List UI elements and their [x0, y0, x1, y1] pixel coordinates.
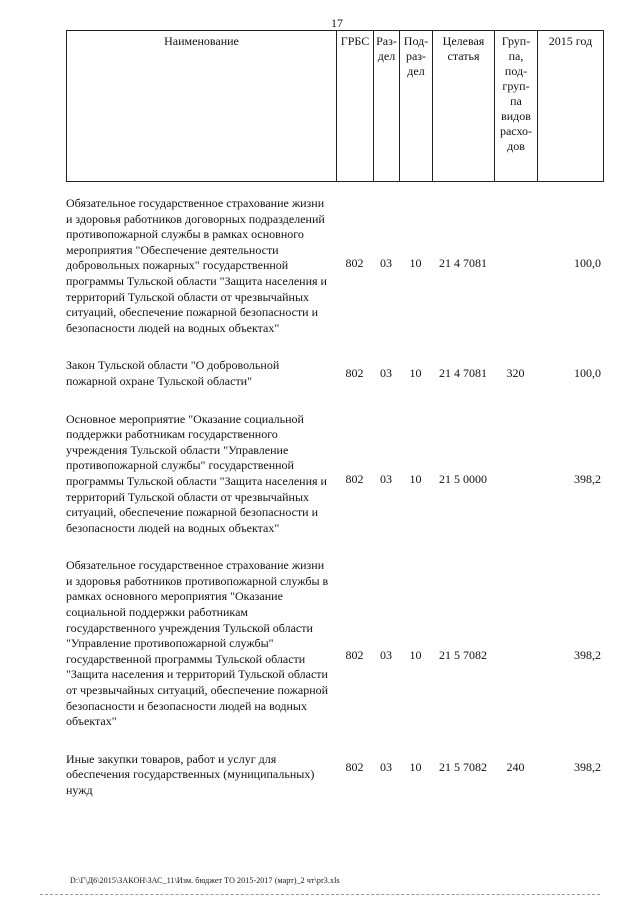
- budget-table-body: [66, 196, 603, 799]
- column-header-expense-group: Груп- па, под- груп- па видов расхо- дов: [495, 31, 538, 182]
- row-amount: 398,2: [574, 759, 601, 774]
- row-razdel: 03: [380, 256, 392, 270]
- row-gap: [66, 336, 603, 358]
- row-podrazdel: 10: [409, 256, 422, 270]
- row-target-article: 21 4 7081: [439, 256, 487, 270]
- row-podrazdel: 10: [409, 759, 422, 774]
- column-header-grbs: ГРБС: [337, 31, 374, 182]
- row-grbs: 802: [345, 471, 364, 486]
- row-razdel: 03: [380, 648, 392, 663]
- row-amount: 398,2: [574, 648, 601, 663]
- row-name: Иные закупки товаров, работ и услуг для обеспечения государственных (муниципальных) нужд: [66, 751, 315, 797]
- row-gap: [66, 536, 603, 558]
- row-razdel: 03: [380, 366, 392, 381]
- row-name: Закон Тульской области "О добровольной пожарной охране Тульской области": [66, 358, 280, 388]
- row-target-article: 21 5 0000: [439, 471, 487, 486]
- row-gap: [66, 730, 603, 752]
- row-grbs: 802: [345, 366, 364, 381]
- row-gap-cell: [66, 336, 603, 358]
- column-header-podrazdel: Под- раз- дел: [400, 31, 433, 182]
- table-header: [66, 30, 604, 182]
- row-name: Обязательное государственное страхование жизни и здоровья работников договорных подразделений противопожарной службы в рамках основного мероприятия "Обеспечение деятельности добровольных пожарных" государственной программы Тульской области "Защита населения и территорий Тульской области от чрезвычайных ситуаций, обеспечение пожарной безопасности и безопасности людей на водных объектах": [66, 196, 327, 335]
- row-name: Основное мероприятие "Оказание социальной поддержки работникам государственного учреждения Тульской области "Управление противопожарной службы" государственной программы Тульской области "Защита населения и территорий Тульской области от чрезвычайных ситуаций, обеспечение пожарной безопасности и безопасности людей на водных объектах": [66, 411, 327, 535]
- row-grbs: 802: [345, 256, 364, 270]
- row-podrazdel: 10: [409, 471, 422, 486]
- page-number: 17: [331, 16, 343, 30]
- row-grbs: 802: [345, 759, 364, 774]
- column-header-target-article: Целевая статья: [433, 31, 495, 182]
- footer-file-path: D:\Г\Д6\2015\ЗАКОН\ЗАС_11\Изм. бюджет ТО 2015-2017 (март)_2 чт\pr3.xls: [70, 876, 340, 885]
- row-expense-group: 240: [506, 759, 525, 774]
- row-expense-group: [494, 196, 537, 336]
- row-expense-group: [494, 558, 537, 730]
- row-podrazdel: 10: [409, 648, 422, 663]
- row-gap-cell: [66, 536, 603, 558]
- row-gap: [66, 390, 603, 412]
- row-amount: 398,2: [574, 471, 601, 486]
- row-amount: 100,0: [574, 256, 601, 270]
- row-podrazdel: 10: [409, 366, 422, 381]
- row-gap-cell: [66, 730, 603, 752]
- table-row: [66, 412, 603, 537]
- row-name: Обязательное государственное страхование жизни и здоровья работников противопожарной службы в рамках основного мероприятия "Оказание социальной поддержки работникам государственного учреждения Тульской области "Управление противопожарной службы" государственной программы Тульской области "Защита населения и территорий Тульской области от чрезвычайных ситуаций, обеспечение пожарной безопасности и безопасности людей на водных объектах": [66, 558, 329, 729]
- column-header-name: Наименование: [67, 31, 337, 182]
- row-razdel: 03: [380, 471, 392, 486]
- table-row: [66, 752, 603, 799]
- row-grbs: 802: [345, 648, 364, 663]
- row-gap-cell: [66, 390, 603, 412]
- row-razdel: 03: [380, 759, 392, 774]
- page-edge-line: [40, 894, 600, 895]
- row-expense-group: [494, 412, 537, 537]
- column-header-razdel: Раз- дел: [374, 31, 400, 182]
- row-expense-group: 320: [506, 366, 525, 381]
- row-target-article: 21 5 7082: [439, 759, 487, 774]
- row-target-article: 21 5 7082: [439, 648, 487, 663]
- table-row: [66, 196, 603, 336]
- row-target-article: 21 4 7081: [439, 366, 487, 381]
- column-header-year-2015: 2015 год: [538, 31, 604, 182]
- table-row: [66, 358, 603, 389]
- row-amount: 100,0: [574, 366, 601, 381]
- table-row: [66, 558, 603, 730]
